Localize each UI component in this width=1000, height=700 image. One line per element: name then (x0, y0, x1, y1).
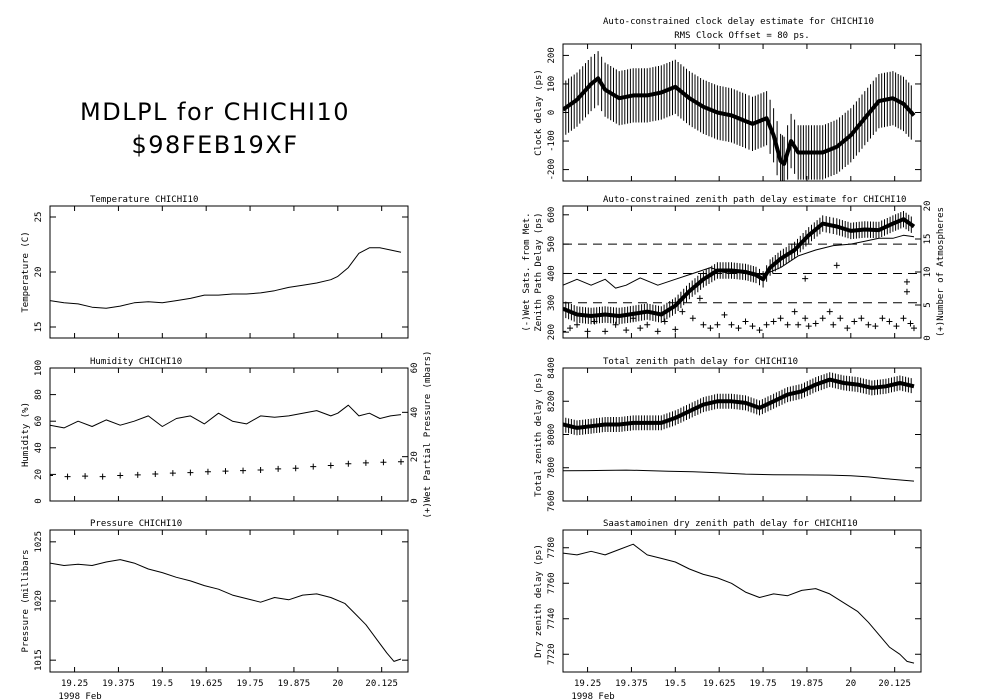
pressure-panel (21, 519, 408, 700)
marker-point (240, 468, 246, 474)
marker-point (655, 328, 661, 334)
y-tick-label: 0 (34, 498, 44, 504)
y-tick-label: 100 (547, 75, 557, 93)
humidity-panel (21, 351, 433, 519)
plot-area (50, 560, 401, 662)
series-line-primary (563, 544, 914, 663)
marker-point (735, 325, 741, 331)
y-tick-label: 80 (34, 389, 44, 401)
y-tick-label: 20 (34, 266, 44, 278)
series-line-primary (50, 248, 401, 308)
y-tick-label: -200 (547, 158, 557, 181)
x-tick-label: 20.125 (365, 679, 398, 689)
error-bars (563, 211, 911, 324)
total_zenith-panel (534, 357, 921, 512)
marker-point (827, 309, 833, 315)
marker-point (602, 328, 608, 334)
x-axis-label: 1998 Feb (58, 692, 102, 700)
y-tick-label: 7720 (547, 643, 557, 666)
x-tick-label: 19.5 (664, 679, 687, 689)
marker-point (851, 319, 857, 325)
x-tick-label: 20.125 (878, 679, 911, 689)
series-line-primary (563, 78, 914, 164)
marker-point (65, 474, 71, 480)
y-tick-label: 500 (547, 236, 557, 253)
y2-tick-label: 5 (923, 302, 933, 308)
plot-subtitle: RMS Clock Offset = 80 ps. (674, 31, 810, 41)
plot-area (50, 248, 401, 308)
y-tick-label: 20 (34, 468, 44, 480)
y-tick-label: 200 (547, 47, 557, 64)
marker-point (764, 322, 770, 328)
marker-point (672, 326, 678, 332)
y-tick-label: 25 (34, 211, 44, 223)
marker-point (697, 295, 703, 301)
y-tick-label: 7780 (547, 536, 557, 559)
y2-tick-label: 10 (923, 266, 933, 278)
y2-axis-label: (+)Number of Atmospheres (936, 206, 946, 338)
y-tick-label: 7760 (547, 572, 557, 595)
marker-point (623, 327, 629, 333)
marker-point (345, 461, 351, 467)
y-tick-label: 200 (547, 324, 557, 341)
marker-point (795, 322, 801, 328)
marker-point (886, 319, 892, 325)
plot-frame (563, 530, 921, 672)
marker-point (721, 312, 727, 318)
marker-point (662, 319, 668, 325)
marker-point (728, 322, 734, 328)
plot-frame (50, 206, 408, 338)
marker-point (222, 468, 228, 474)
y2-tick-label: 0 (410, 498, 420, 504)
marker-point (904, 279, 910, 285)
marker-point (771, 319, 777, 325)
marker-point (574, 322, 580, 328)
marker-point (380, 459, 386, 465)
marker-point (275, 466, 281, 472)
marker-point (911, 325, 917, 331)
y-tick-label: 1020 (34, 590, 44, 612)
y-tick-label: 40 (34, 442, 44, 454)
marker-point (802, 276, 808, 282)
marker-point (310, 464, 316, 470)
marker-point (707, 325, 713, 331)
y-tick-label: 400 (547, 265, 557, 282)
plot-title: Pressure CHICHI10 (90, 519, 183, 529)
marker-point (858, 315, 864, 321)
y-axis-label: Clock delay (ps) (534, 69, 544, 156)
x-tick-label: 19.75 (236, 679, 264, 689)
series-line-met (563, 235, 914, 288)
page-title-line2: $98FEB19XF (131, 131, 299, 159)
marker-point (170, 470, 176, 476)
y2-tick-label: 20 (923, 200, 933, 212)
marker-point (47, 473, 53, 479)
marker-point (690, 315, 696, 321)
plot-area (563, 51, 914, 191)
marker-point (757, 327, 763, 333)
y-axis-label-secondary: (-)Wet Sats. from Met. (522, 212, 532, 332)
marker-point (844, 325, 850, 331)
series-line-primary (50, 560, 401, 662)
y-tick-label: 60 (34, 415, 44, 427)
marker-point (585, 328, 591, 334)
series-line-primary (50, 405, 401, 428)
y-tick-label: 7600 (547, 490, 557, 512)
marker-point (792, 309, 798, 315)
y2-tick-label: 0 (923, 335, 933, 341)
x-axis-label: 1998 Feb (571, 692, 615, 700)
plot-title: Auto-constrained clock delay estimate for CHICHI10 (603, 17, 874, 27)
marker-point (785, 322, 791, 328)
marker-point (117, 473, 123, 479)
x-tick-label: 19.75 (749, 679, 777, 689)
y-tick-label: 15 (34, 321, 44, 333)
plot-area (563, 544, 914, 663)
y2-axis-label: (+)Wet Partial Pressure (mbars) (423, 350, 433, 519)
y-tick-label: 100 (34, 359, 44, 377)
marker-point (893, 323, 899, 329)
marker-point (135, 472, 141, 478)
x-tick-label: 20 (845, 679, 857, 689)
marker-point (644, 322, 650, 328)
error-bars (563, 51, 911, 191)
y-tick-label: 7740 (547, 607, 557, 630)
marker-point (802, 315, 808, 321)
dry_zenith-panel (534, 519, 921, 700)
y-axis-label: Pressure (millibars (21, 549, 31, 653)
marker-point (328, 463, 334, 469)
marker-point (778, 315, 784, 321)
x-tick-label: 19.875 (277, 679, 311, 689)
marker-point (363, 460, 369, 466)
y-tick-label: -100 (547, 130, 557, 152)
temperature-panel (21, 195, 408, 338)
y2-tick-label: 15 (923, 233, 933, 245)
marker-point (258, 467, 264, 473)
marker-point (900, 315, 906, 321)
y-axis-label: Zenith Path Delay (ps) (534, 212, 544, 332)
marker-point (679, 309, 685, 315)
plot-title: Auto-constrained zenith path delay estimate for CHICHI10 (603, 195, 907, 205)
marker-point (398, 459, 404, 465)
x-tick-label: 19.375 (615, 679, 648, 689)
marker-point (187, 470, 193, 476)
plot-area (560, 211, 917, 334)
plot-area (47, 405, 404, 479)
series-line-estimate (563, 219, 914, 316)
marker-point (750, 323, 756, 329)
y-tick-label: 0 (547, 109, 557, 116)
marker-point (567, 325, 573, 331)
y-tick-label: 8400 (547, 357, 557, 379)
marker-point (82, 473, 88, 479)
y-tick-label: 1025 (34, 530, 44, 553)
x-tick-label: 19.875 (790, 679, 824, 689)
series-line-dry (563, 470, 914, 481)
x-tick-label: 19.625 (189, 679, 223, 689)
y-axis-label: Temperature (C) (21, 231, 31, 313)
page-title-line1: MDLPL for CHICHI10 (80, 98, 350, 126)
x-tick-label: 19.25 (574, 679, 602, 689)
plot-title: Temperature CHICHI10 (90, 195, 199, 205)
marker-point (837, 315, 843, 321)
x-tick-label: 19.625 (702, 679, 736, 689)
marker-point (865, 322, 871, 328)
marker-point (879, 315, 885, 321)
x-tick-label: 19.5 (151, 679, 174, 689)
plot-frame (50, 530, 408, 672)
y-tick-label: 8000 (547, 423, 557, 446)
marker-point (743, 319, 749, 325)
y2-tick-label: 20 (410, 451, 420, 463)
marker-point (714, 322, 720, 328)
marker-point (830, 322, 836, 328)
marker-point (872, 323, 878, 329)
plot-title: Total zenith path delay for CHICHI10 (603, 357, 799, 367)
marker-point (904, 289, 910, 295)
y-tick-label: 300 (547, 294, 557, 311)
x-tick-label: 19.375 (102, 679, 135, 689)
series-line-total (563, 380, 914, 428)
marker-point (637, 325, 643, 331)
y-tick-label: 1015 (34, 649, 44, 672)
y-tick-label: 7800 (547, 456, 557, 479)
x-tick-label: 20 (332, 679, 344, 689)
marker-point (293, 465, 299, 471)
x-tick-label: 19.25 (61, 679, 89, 689)
marker-point (820, 315, 826, 321)
marker-point (834, 262, 840, 268)
y2-tick-label: 40 (410, 406, 420, 418)
clock-panel (534, 17, 921, 191)
y-axis-label: Total zenith delay (ps) (534, 372, 544, 497)
y-axis-label: Humidity (%) (21, 401, 31, 468)
marker-point (100, 474, 106, 480)
marker-point (560, 328, 566, 334)
plot-title: Humidity CHICHI10 (90, 357, 183, 367)
marker-point (152, 471, 158, 477)
marker-point (813, 320, 819, 326)
plot-frame (50, 368, 408, 501)
y-axis-label: Dry zenith delay (ps) (534, 544, 544, 658)
marker-point (907, 320, 913, 326)
marker-point (806, 323, 812, 329)
plot-title: Saastamoinen dry zenith path delay for CHICHI10 (603, 519, 858, 529)
plot-area (563, 372, 914, 481)
y2-tick-label: 60 (410, 362, 420, 374)
marker-point (205, 469, 211, 475)
marker-point (700, 322, 706, 328)
zenith_wet-panel (522, 195, 946, 341)
y-tick-label: 600 (547, 206, 557, 223)
y-tick-label: 8200 (547, 390, 557, 413)
